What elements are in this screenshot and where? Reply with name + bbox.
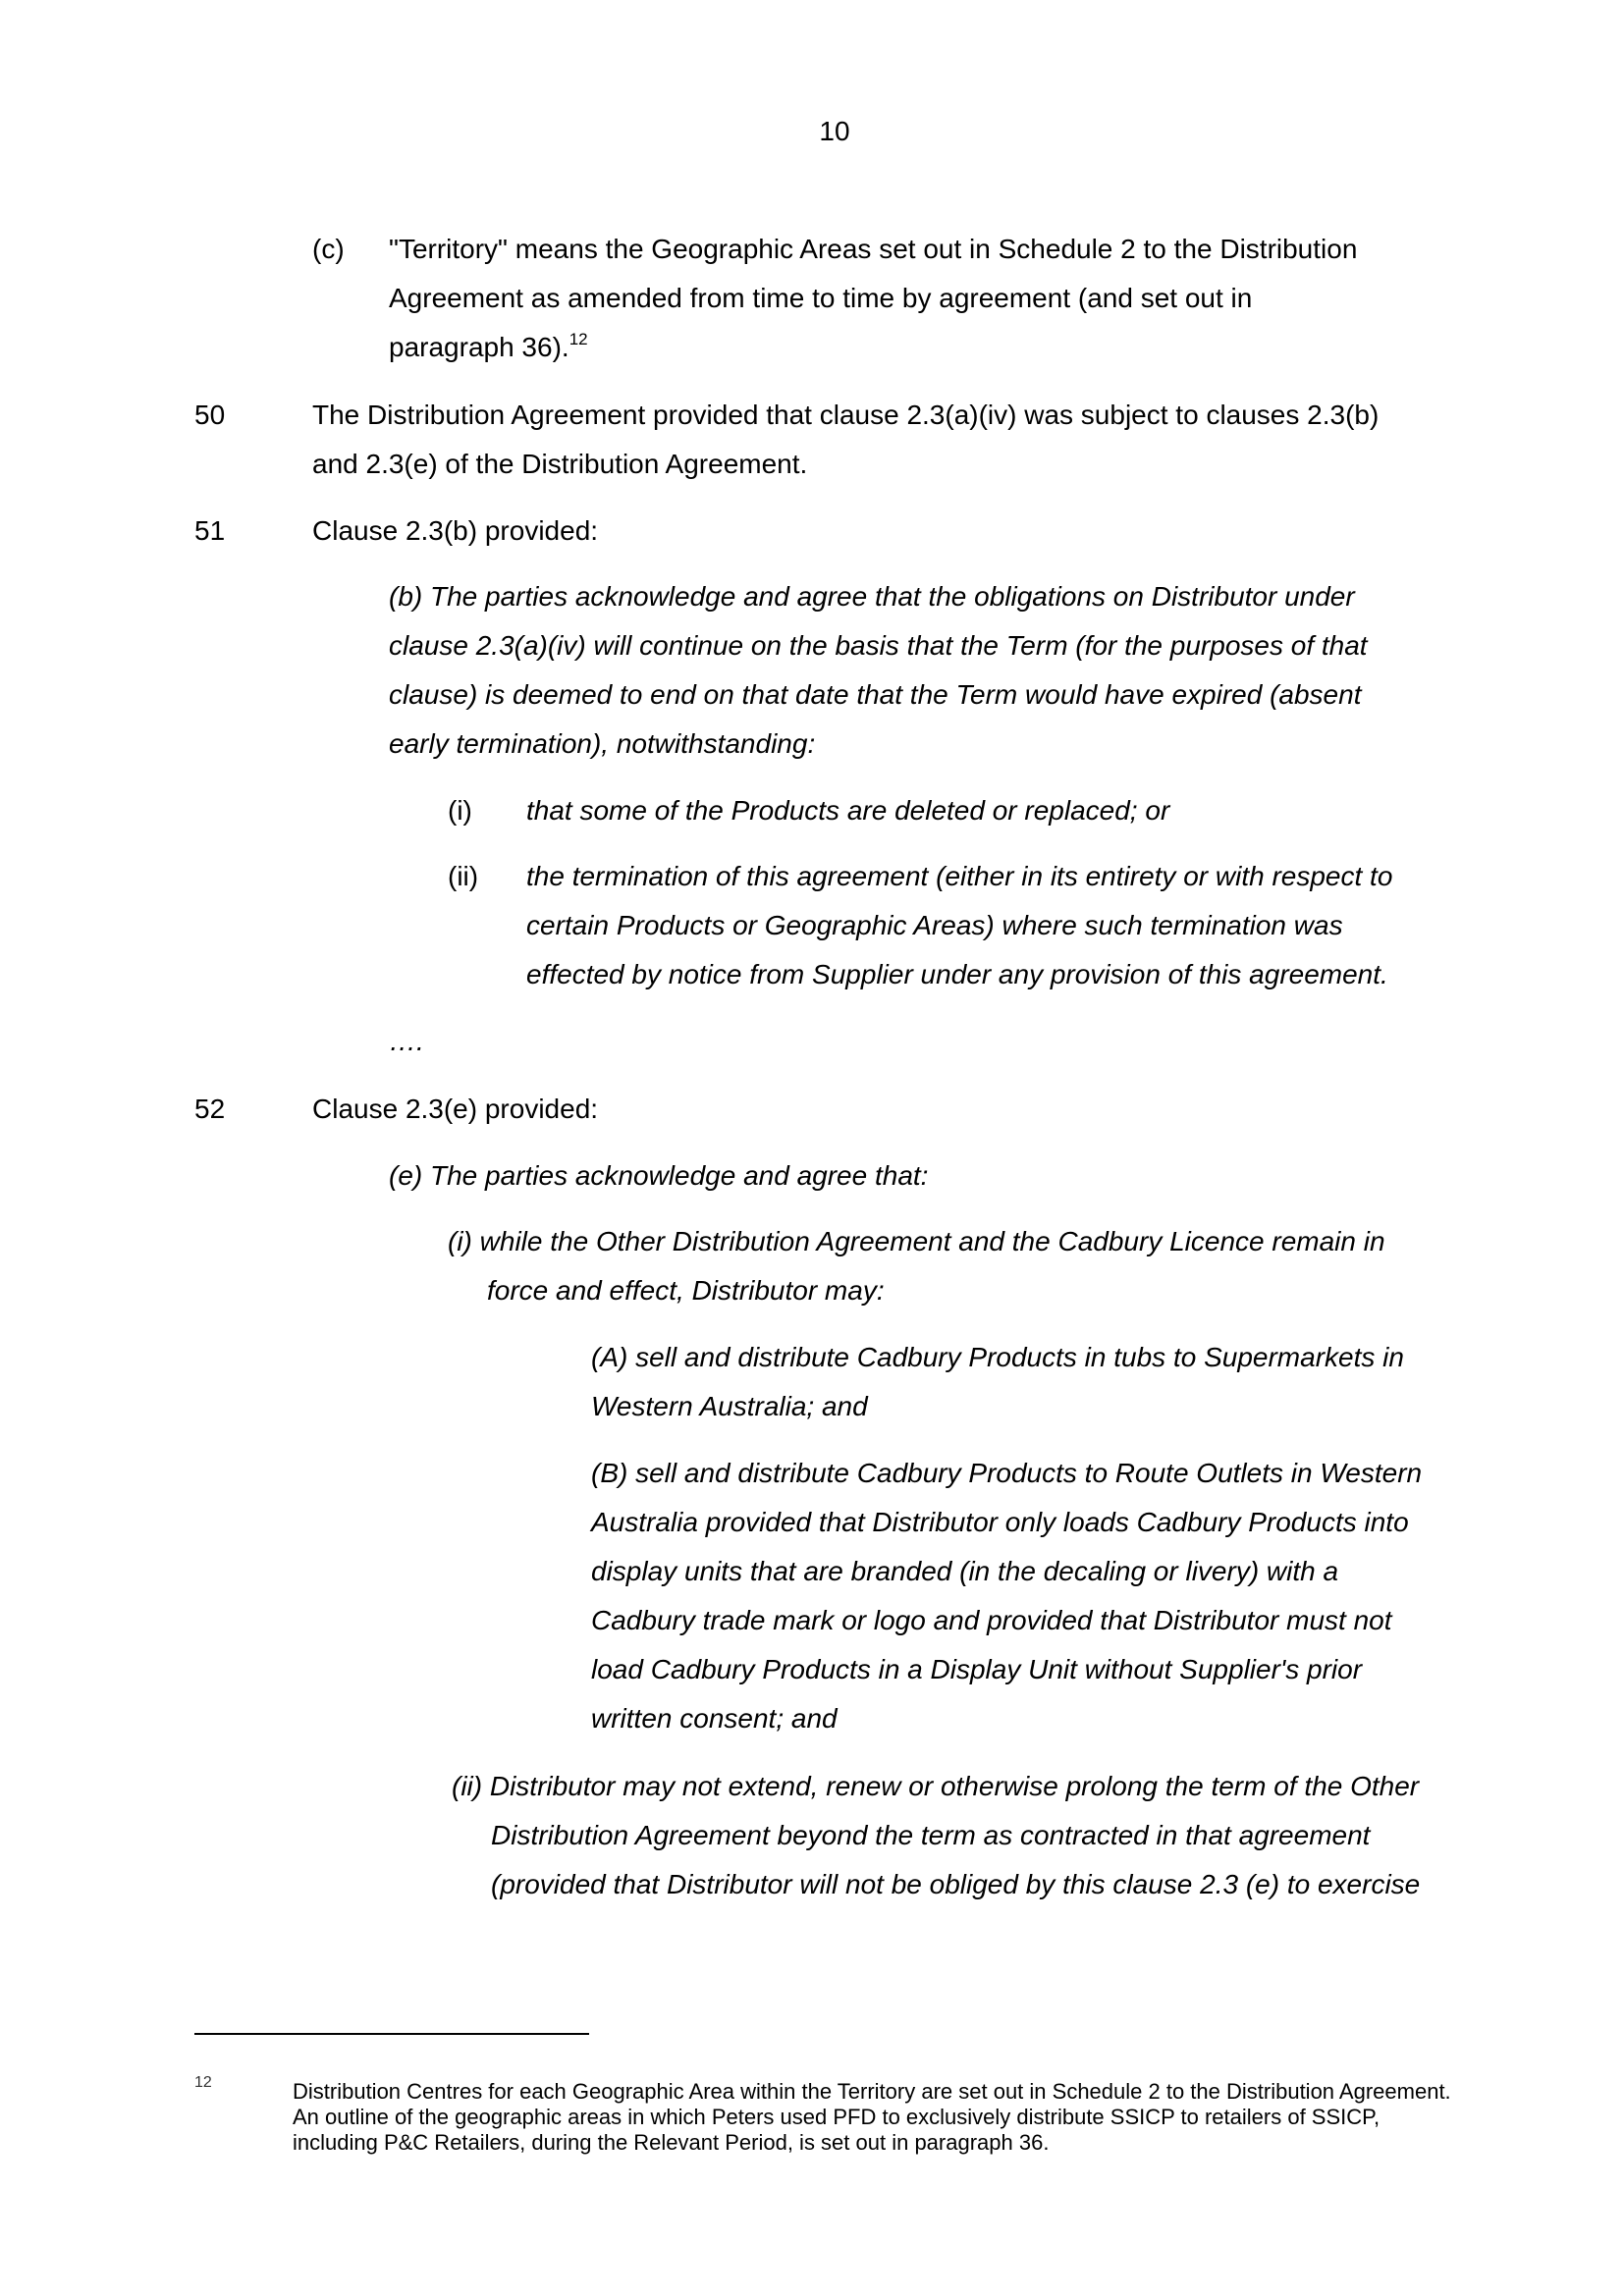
clause-e-heading: (e) The parties acknowledge and agree that: [389, 1160, 929, 1191]
paragraph-51-intro: Clause 2.3(b) provided: [312, 515, 599, 546]
clause-e-item-i-line-1: (i) while the Other Distribution Agreement and the Cadbury Licence remain in [448, 1226, 1385, 1256]
page-number: 10 [819, 116, 850, 146]
paragraph-51-number: 51 [194, 515, 226, 546]
clause-b-item-ii-line-1: the termination of this agreement (either in its entirety or with respect to [526, 861, 1393, 891]
clause-e-item-ii-line-1: (ii) Distributor may not extend, renew or otherwise prolong the term of the Other [452, 1771, 1420, 1801]
clause-b-line-1: (b) The parties acknowledge and agree that the obligations on Distributor under [389, 581, 1355, 612]
clause-b-item-i-line-1: that some of the Products are deleted or replaced; or [526, 795, 1170, 826]
footnote-text: Distribution Centres for each Geographic Area within the Territory are set out in Schedule 2 to the Distribution Agreement. An outline of the geographic areas in which Peters used PFD to exclusively distribute SSICP to retailers of SSICP, including P&C Retailers, during the Relevant Period, is set out in paragraph 36. [293, 2079, 1451, 2155]
clause-b-item-ii-line-2: certain Products or Geographic Areas) where such termination was [526, 910, 1343, 940]
clause-e-item-b-line-5: load Cadbury Products in a Display Unit without Supplier's prior [591, 1654, 1363, 1684]
definition-c-line-3 [389, 323, 588, 372]
clause-e-item-i-line-2: force and effect, Distributor may: [487, 1275, 885, 1306]
footnote-reference-12: 12 [568, 330, 588, 348]
clause-e-item-ii-line-3: (provided that Distributor will not be obliged by this clause 2.3 (e) to exercise [491, 1869, 1421, 1899]
footnote-number: 12 [194, 2074, 212, 2091]
clause-e-item-b-line-1: (B) sell and distribute Cadbury Products to Route Outlets in Western [591, 1458, 1423, 1488]
clause-b-line-4: early termination), notwithstanding: [389, 728, 816, 759]
paragraph-52-number: 52 [194, 1094, 226, 1124]
clause-e-item-b-line-4: Cadbury trade mark or logo and provided that Distributor must not [591, 1605, 1392, 1635]
definition-c-line-2: Agreement as amended from time to time by agreement (and set out in [389, 283, 1253, 313]
paragraph-50-line-1: The Distribution Agreement provided that clause 2.3(a)(iv) was subject to clauses 2.3(b) [312, 400, 1380, 430]
footnote-separator [194, 2033, 589, 2035]
clause-b-item-i-label: (i) [448, 795, 472, 826]
clause-e-item-ii-line-2: Distribution Agreement beyond the term as contracted in that agreement [491, 1820, 1371, 1850]
clause-b-item-ii-line-3: effected by notice from Supplier under any provision of this agreement. [526, 959, 1388, 989]
paragraph-50-line-2: and 2.3(e) of the Distribution Agreement. [312, 449, 808, 479]
clause-b-line-2: clause 2.3(a)(iv) will continue on the basis that the Term (for the purposes of that [389, 630, 1368, 661]
clause-b-item-ii-label: (ii) [448, 861, 479, 891]
paragraph-50-number: 50 [194, 400, 226, 430]
clause-e-item-b-line-2: Australia provided that Distributor only loads Cadbury Products into [591, 1507, 1409, 1537]
clause-e-item-a-line-1: (A) sell and distribute Cadbury Products in tubs to Supermarkets in [591, 1342, 1404, 1372]
clause-e-item-b-line-3: display units that are branded (in the decaling or livery) with a [591, 1556, 1339, 1586]
definition-c-label: (c) [312, 234, 345, 264]
paragraph-52-intro: Clause 2.3(e) provided: [312, 1094, 599, 1124]
ellipsis: …. [389, 1026, 424, 1056]
clause-e-item-b-line-6: written consent; and [591, 1703, 838, 1734]
definition-c-line-1: "Territory" means the Geographic Areas set out in Schedule 2 to the Distribution [389, 234, 1358, 264]
clause-b-line-3: clause) is deemed to end on that date that the Term would have expired (absent [389, 679, 1362, 710]
clause-e-item-a-line-2: Western Australia; and [591, 1391, 868, 1421]
definition-c-line-3-text: paragraph 36). [389, 332, 569, 362]
